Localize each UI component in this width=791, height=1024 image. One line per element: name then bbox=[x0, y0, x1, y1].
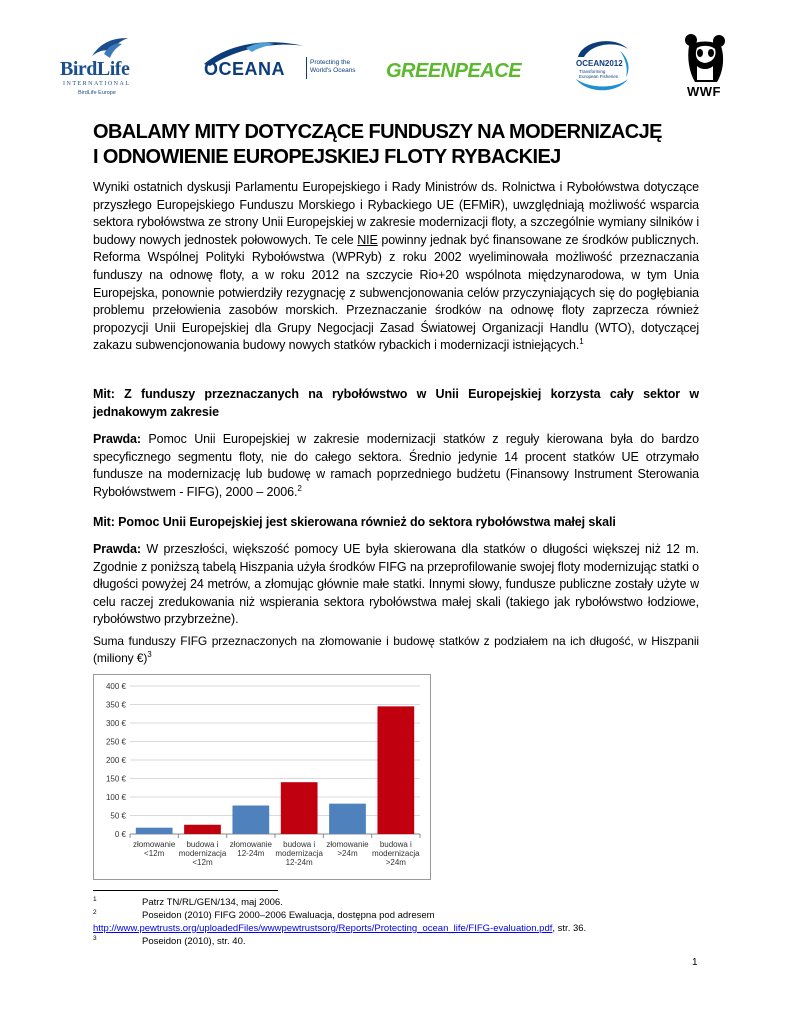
intro-paragraph bbox=[93, 179, 699, 355]
truth-1-section bbox=[93, 431, 699, 501]
oceana-divider bbox=[306, 57, 307, 79]
footnote-3-text: Poseidon (2010), str. 40. bbox=[142, 936, 246, 947]
footnote-3 bbox=[93, 935, 713, 948]
footnote-2-link-suffix: , str. 36. bbox=[552, 923, 587, 934]
myth-1-section bbox=[93, 386, 699, 421]
bar bbox=[232, 806, 269, 834]
x-category-label: 12-24m bbox=[237, 849, 265, 858]
ocean2012-logo bbox=[570, 35, 634, 95]
myth-2-section bbox=[93, 514, 699, 532]
caption-text: Suma funduszy FIFG przeznaczonych na złomowanie i budowę statków z podziałem na ich długość, w Hiszpanii (miliony €) bbox=[93, 634, 699, 665]
y-tick-label: 0 € bbox=[114, 830, 126, 839]
bar bbox=[281, 782, 318, 834]
oceana-tagline bbox=[310, 59, 365, 75]
title-line-2: I ODNOWIENIE EUROPEJSKIEJ FLOTY RYBACKIEJ bbox=[93, 146, 561, 168]
y-tick-label: 350 € bbox=[105, 700, 126, 710]
footnote-2 bbox=[93, 909, 713, 922]
bar bbox=[184, 825, 221, 834]
bar bbox=[329, 804, 366, 834]
footnote-1-number: 1 bbox=[93, 896, 97, 903]
y-tick-label: 300 € bbox=[105, 719, 126, 728]
greenpeace-logo: GREENPEACE bbox=[386, 60, 522, 82]
footnote-3-number: 3 bbox=[93, 935, 97, 942]
x-category-label: złomowanie bbox=[133, 840, 176, 849]
y-tick-label: 100 € bbox=[105, 793, 126, 802]
intro-nie: NIE bbox=[357, 232, 378, 247]
truth-1-paragraph bbox=[93, 431, 699, 501]
intro-text-1: Wyniki ostatnich dyskusji Parlamentu Europejskiego i Rady Ministrów ds. Rolnictwa i Rybołówstwa dotyczące przyszłego Europejskiego Funduszu Morskiego i Rybackiego UE (EFMiR), uwzględniają możliwość wsparcia sektora rybołówstwa ze strony Unii Europejskiej w zakresie modernizacji floty, a szczególnie wymiany silników i budowy nowych jednostek połowowych. Te cele bbox=[93, 180, 699, 247]
footnotes bbox=[93, 896, 713, 948]
birdlife-logo bbox=[60, 36, 140, 96]
ocean2012-name: OCEAN2012 bbox=[576, 59, 623, 68]
x-category-label: 12-24m bbox=[285, 858, 313, 867]
x-category-label: złomowanie bbox=[229, 840, 272, 849]
x-category-label: modernizacja bbox=[178, 849, 227, 858]
chart-caption-text bbox=[93, 633, 699, 667]
y-tick-label: 400 € bbox=[105, 682, 126, 691]
intro-text-2: powinny jednak być finansowane ze środków publicznych. Reforma Wspólnej Polityki Rybołówstwa (WPRyb) z roku 2002 wyeliminowała możliwość przeznaczania funduszy na odnowę floty, a w roku 2012 na szczycie Rio+20 wspólnota międzynarodowa, w tym Unia Europejska, ponownie potwierdziły rezygnację z subwencjonowania celów przyczyniających się do pogłębiania problemu przełowienia zasobów morskich. Przeznaczanie środków na odnowę floty zaprzecza również propozycji Unii Europejskiej dla Grupy Negocjacji Zasad Światowej Organizacji Handlu (WTO), dotyczącej zakazu subwencjonowania budowy nowych statków rybackich i modernizacji istniejących. bbox=[93, 232, 699, 353]
truth-1-text: Pomoc Unii Europejskiej w zakresie modernizacji statków z reguły kierowana była do bardzo specyficznego segmentu floty, nie do całego sektora. Średnio jedynie 14 procent statków UE otrzymało fundusze na modernizację lub budowę w ramach poprzedniego budżetu (Finansowy Instrument Sterowania Rybołówstwem - FIFG), 2000 – 2006. bbox=[93, 432, 699, 499]
chart-caption bbox=[93, 633, 699, 667]
x-category-label: modernizacja bbox=[275, 849, 323, 858]
wwf-name: WWF bbox=[687, 84, 721, 99]
x-category-label: <12m bbox=[192, 858, 213, 867]
ocean2012-tagline-2: European Fisheries bbox=[579, 74, 619, 79]
y-tick-label: 50 € bbox=[110, 811, 126, 821]
x-category-label: budowa i bbox=[186, 840, 219, 849]
truth-2-section bbox=[93, 541, 699, 629]
footnote-ref-2[interactable]: 2 bbox=[297, 483, 302, 493]
panda-icon bbox=[683, 32, 728, 84]
footnote-1-text: Patrz TN/RL/GEN/134, maj 2006. bbox=[142, 897, 283, 908]
y-tick-label: 150 € bbox=[105, 774, 126, 784]
footnote-ref-1[interactable]: 1 bbox=[579, 337, 584, 347]
x-category-label: budowa i bbox=[379, 840, 412, 849]
oceana-logo bbox=[200, 38, 360, 88]
x-category-label: >24m bbox=[385, 858, 406, 867]
footnote-2-link-line bbox=[93, 922, 713, 935]
logo-bar bbox=[60, 30, 730, 100]
oceana-tagline-2: World's Oceans bbox=[310, 67, 356, 74]
footnote-2-number: 2 bbox=[93, 909, 97, 916]
myth-1-heading: Mit: Z funduszy przeznaczanych na rybołówstwo w Unii Europejskiej korzysta cały sektor w jednakowym zakresie bbox=[93, 387, 699, 419]
truth-2-label: Prawda: bbox=[93, 542, 141, 556]
footnote-2-link-wrap bbox=[93, 922, 586, 935]
oceana-tagline-1: Protecting the bbox=[310, 59, 351, 66]
birdlife-region: BirdLife Europe bbox=[78, 90, 116, 96]
x-category-label: >24m bbox=[337, 849, 358, 858]
footnote-1 bbox=[93, 896, 713, 909]
wwf-logo bbox=[683, 32, 728, 102]
title-line-1: OBALAMY MITY DOTYCZĄCE FUNDUSZY NA MODERNIZACJĘ bbox=[93, 121, 662, 143]
bar bbox=[377, 706, 414, 834]
intro-section bbox=[93, 179, 699, 355]
truth-2-paragraph bbox=[93, 541, 699, 629]
myth-2-heading: Mit: Pomoc Unii Europejskiej jest skierowana również do sektora rybołówstwa małej skali bbox=[93, 515, 616, 529]
page-number: 1 bbox=[692, 957, 698, 968]
y-tick-label: 200 € bbox=[105, 756, 126, 765]
ocean2012-tagline bbox=[579, 69, 627, 79]
footnote-2-link[interactable]: http://www.pewtrusts.org/uploadedFiles/wwwpewtrustsorg/Reports/Protecting_ocean_life/FIFG-evaluation.pdf bbox=[93, 923, 553, 934]
x-category-label: <12m bbox=[144, 849, 165, 858]
y-tick-label: 250 € bbox=[105, 737, 126, 747]
x-category-label: budowa i bbox=[283, 840, 316, 849]
oceana-name: OCEANA bbox=[204, 59, 286, 79]
x-category-label: złomowanie bbox=[326, 840, 369, 849]
page-title bbox=[93, 120, 713, 170]
footnote-separator bbox=[93, 890, 278, 891]
truth-1-label: Prawda: bbox=[93, 432, 141, 446]
x-category-label: modernizacja bbox=[372, 849, 420, 858]
birdlife-name: BirdLife bbox=[60, 58, 130, 80]
truth-2-text: W przeszłości, większość pomocy UE była skierowana dla statków o długości większej niż 12 m. Zgodnie z poniższą tabelą Hiszpania użyła środków FIFG na przeprofilowanie swojej floty modernizując statki o długości powyżej 24 metrów, a złomując głównie małe statki. Innymi słowy, fundusze publiczne zostały użyte w celu raczej zredukowania niż wspierania sektora rybołówstwa małej skali (takiego jak rybołówstwo łodziowe, rybołówstwo przybrzeżne). bbox=[93, 542, 699, 627]
bar-chart-svg bbox=[94, 675, 430, 879]
bar-chart bbox=[93, 674, 431, 880]
footnote-2-text: Poseidon (2010) FIFG 2000–2006 Ewaluacja, dostępna pod adresem bbox=[142, 910, 435, 921]
ocean2012-tagline-1: Transforming bbox=[579, 69, 606, 74]
birdlife-subtitle: INTERNATIONAL bbox=[63, 81, 131, 87]
bar bbox=[136, 828, 173, 834]
footnote-ref-3[interactable]: 3 bbox=[147, 650, 152, 659]
